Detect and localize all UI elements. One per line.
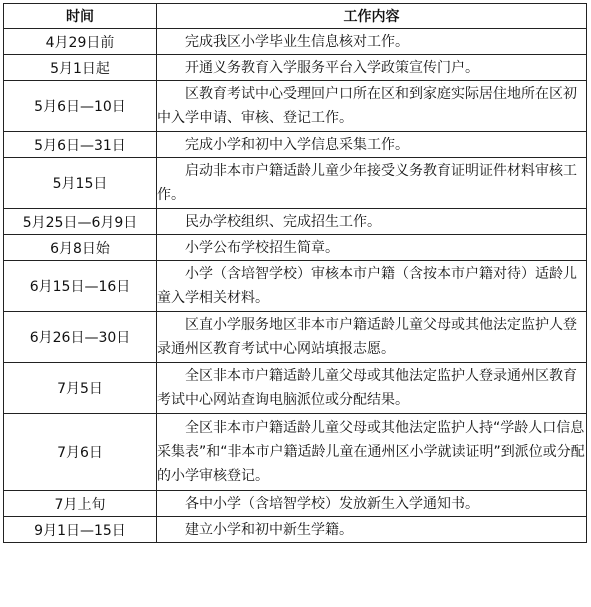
row-work: 小学公布学校招生简章。 <box>157 235 587 261</box>
table-row <box>4 363 587 414</box>
table-header-row <box>4 4 587 29</box>
table-row <box>4 81 587 132</box>
row-time: 5月6日—31日 <box>4 132 157 158</box>
table-row <box>4 209 587 235</box>
row-time: 7月5日 <box>4 363 157 414</box>
row-time: 7月上旬 <box>4 491 157 517</box>
table-row <box>4 55 587 81</box>
table-row <box>4 29 587 55</box>
row-work: 全区非本市户籍适龄儿童父母或其他法定监护人持“学龄人口信息采集表”和“非本市户籍适龄儿童在通州区小学就读证明”到派位或分配的小学审核登记。 <box>157 414 587 491</box>
row-time: 5月15日 <box>4 158 157 209</box>
header-time: 时间 <box>4 4 157 29</box>
row-time: 5月1日起 <box>4 55 157 81</box>
row-work: 各中小学（含培智学校）发放新生入学通知书。 <box>157 491 587 517</box>
row-work: 区教育考试中心受理回户口所在区和到家庭实际居住地所在区初中入学申请、审核、登记工作。 <box>157 81 587 132</box>
row-time: 6月15日—16日 <box>4 261 157 312</box>
row-work: 开通义务教育入学服务平台入学政策宣传门户。 <box>157 55 587 81</box>
row-time: 5月6日—10日 <box>4 81 157 132</box>
table-row <box>4 491 587 517</box>
table-row <box>4 414 587 491</box>
row-time: 4月29日前 <box>4 29 157 55</box>
row-time: 7月6日 <box>4 414 157 491</box>
table-row <box>4 158 587 209</box>
row-time: 6月8日始 <box>4 235 157 261</box>
row-work: 小学（含培智学校）审核本市户籍（含按本市户籍对待）适龄儿童入学相关材料。 <box>157 261 587 312</box>
row-time: 5月25日—6月9日 <box>4 209 157 235</box>
row-work: 启动非本市户籍适龄儿童少年接受义务教育证明证件材料审核工作。 <box>157 158 587 209</box>
table-row <box>4 132 587 158</box>
row-work: 建立小学和初中新生学籍。 <box>157 517 587 543</box>
header-work-content: 工作内容 <box>157 4 587 29</box>
enrollment-schedule-table <box>3 3 587 543</box>
row-work: 区直小学服务地区非本市户籍适龄儿童父母或其他法定监护人登录通州区教育考试中心网站填报志愿。 <box>157 312 587 363</box>
table-row <box>4 517 587 543</box>
schedule-table-container <box>3 3 587 543</box>
row-work: 全区非本市户籍适龄儿童父母或其他法定监护人登录通州区教育考试中心网站查询电脑派位或分配结果。 <box>157 363 587 414</box>
row-work: 民办学校组织、完成招生工作。 <box>157 209 587 235</box>
row-time: 9月1日—15日 <box>4 517 157 543</box>
row-work: 完成小学和初中入学信息采集工作。 <box>157 132 587 158</box>
table-row <box>4 261 587 312</box>
row-time: 6月26日—30日 <box>4 312 157 363</box>
table-row <box>4 312 587 363</box>
table-row <box>4 235 587 261</box>
row-work: 完成我区小学毕业生信息核对工作。 <box>157 29 587 55</box>
